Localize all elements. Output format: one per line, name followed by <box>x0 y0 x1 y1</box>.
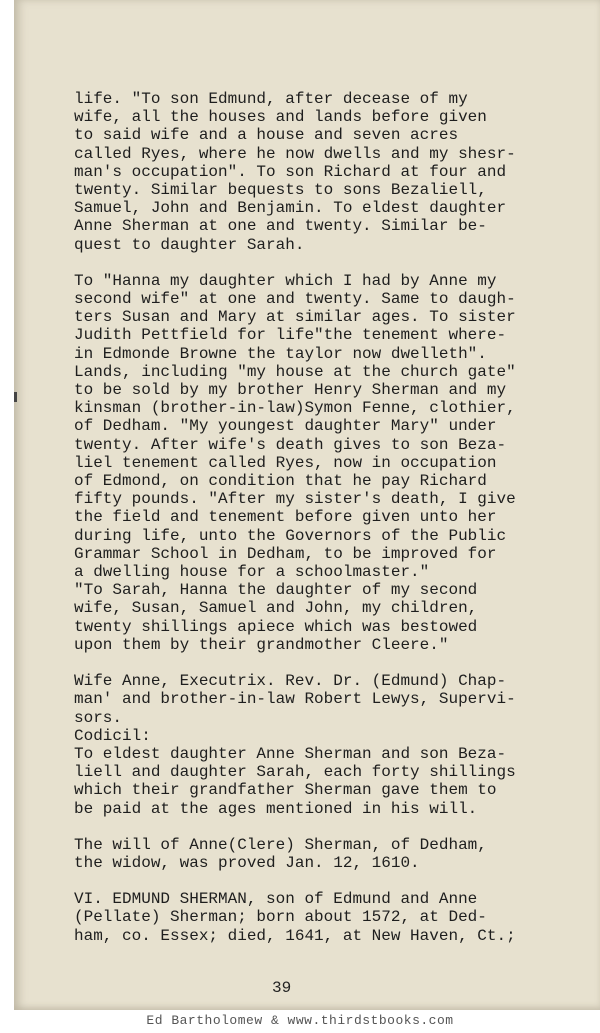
text-line: To "Hanna my daughter which I had by Anne my <box>74 271 497 290</box>
text-line: to said wife and a house and seven acres <box>74 126 459 145</box>
binding-mark <box>14 392 17 402</box>
text-line: second wife" at one and twenty. Same to daugh- <box>74 290 516 309</box>
text-line: liell and daughter Sarah, each forty shillings <box>74 763 516 782</box>
text-line: To eldest daughter Anne Sherman and son Beza- <box>74 744 507 763</box>
text-line: a dwelling house for a schoolmaster." <box>74 563 430 582</box>
text-line: The will of Anne(Clere) Sherman, of Dedham, <box>74 835 487 854</box>
text-line: liel tenement called Ryes, now in occupation <box>74 453 497 472</box>
book-page <box>14 0 600 1010</box>
text-line: Anne Sherman at one and twenty. Similar be- <box>74 217 487 236</box>
text-line: Samuel, John and Benjamin. To eldest daughter <box>74 199 507 218</box>
text-line: Lands, including "my house at the church gate" <box>74 362 516 381</box>
text-line: called Ryes, where he now dwells and my shesr- <box>74 144 516 163</box>
text-line: of Edmond, on condition that he pay Richard <box>74 472 487 491</box>
text-line: ters Susan and Mary at similar ages. To sister <box>74 308 516 327</box>
paragraph <box>74 90 598 254</box>
text-line: Grammar School in Dedham, to be improved for <box>74 544 497 563</box>
text-line: which their grandfather Sherman gave them to <box>74 781 497 800</box>
text-line: wife, Susan, Samuel and John, my children, <box>74 599 478 618</box>
text-line: fifty pounds. "After my sister's death, I give <box>74 490 516 509</box>
text-line: twenty. After wife's death gives to son Beza- <box>74 435 507 454</box>
text-line: twenty. Similar bequests to sons Bezaliell, <box>74 181 487 200</box>
text-line: VI. EDMUND SHERMAN, son of Edmund and Anne <box>74 890 478 909</box>
text-line: ham, co. Essex; died, 1641, at New Haven, Ct.; <box>74 926 516 945</box>
text-line: quest to daughter Sarah. <box>74 235 305 254</box>
text-line: the field and tenement before given unto her <box>74 508 497 527</box>
text-line: of Dedham. "My youngest daughter Mary" under <box>74 417 497 436</box>
paragraph <box>74 836 598 872</box>
text-line: during life, unto the Governors of the Public <box>74 526 507 545</box>
text-line: "To Sarah, Hanna the daughter of my second <box>74 581 478 600</box>
page-number: 39 <box>272 979 292 997</box>
text-line: life. "To son Edmund, after decease of my <box>74 90 468 108</box>
text-line: the widow, was proved Jan. 12, 1610. <box>74 853 420 872</box>
text-line: twenty shillings apiece which was bestowed <box>74 617 478 636</box>
text-line: kinsman (brother-in-law)Symon Fenne, clothier, <box>74 399 516 418</box>
text-line: in Edmonde Browne the taylor now dwelleth". <box>74 344 487 363</box>
paragraph <box>74 890 598 945</box>
text-line: be paid at the ages mentioned in his will. <box>74 799 478 818</box>
footer-watermark: Ed Bartholomew & www.thirdstbooks.com <box>146 1013 454 1028</box>
text-line: (Pellate) Sherman; born about 1572, at Ded- <box>74 908 487 927</box>
text-line: Codicil: <box>74 726 151 745</box>
text-line: wife, all the houses and lands before given <box>74 108 487 127</box>
text-line: Judith Pettfield for life"the tenement where- <box>74 326 507 345</box>
paragraph <box>74 672 598 818</box>
text-line: Wife Anne, Executrix. Rev. Dr. (Edmund) Chap- <box>74 672 507 691</box>
text-line: man's occupation". To son Richard at four and <box>74 162 507 181</box>
text-line: to be sold by my brother Henry Sherman and my <box>74 381 507 400</box>
text-line: sors. <box>74 708 123 727</box>
page-body-text <box>74 90 598 963</box>
text-line: upon them by their grandmother Cleere." <box>74 635 449 654</box>
paragraph <box>74 272 598 654</box>
text-line: man' and brother-in-law Robert Lewys, Supervi- <box>74 690 516 709</box>
